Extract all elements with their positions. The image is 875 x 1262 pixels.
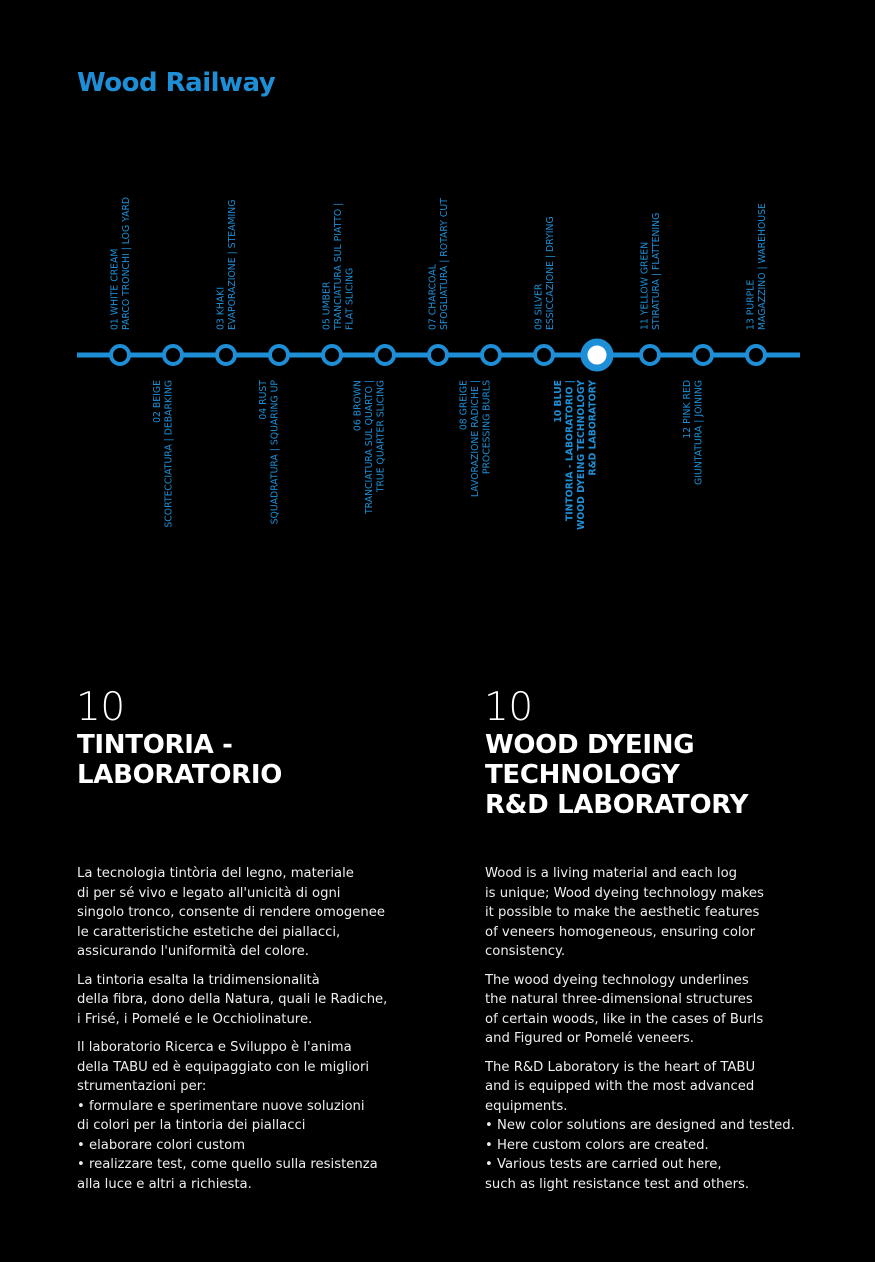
station-label-8 — [459, 380, 493, 497]
station-dot-6 — [376, 346, 394, 364]
italian-body — [77, 864, 397, 1194]
station-dot-7 — [429, 346, 447, 364]
station-label-line: SCORTECCIATURA | DEBARKING — [163, 380, 175, 528]
station-label-line: TRANCIATURA SUL QUARTO | — [364, 380, 375, 515]
station-label-line: TRUE QUARTER SLICING — [375, 380, 387, 493]
station-label-11 — [640, 213, 663, 330]
station-dot-1 — [111, 346, 129, 364]
station-label-line: TRANCIATURA SUL PIATTO | — [333, 202, 344, 330]
station-label-3 — [216, 200, 239, 330]
station-label-line: FLAT SLICING — [344, 267, 356, 330]
station-label-line: ESSICCAZIONE | DRYING — [545, 216, 556, 330]
railway-diagram — [0, 170, 875, 550]
section-heading-en: WOOD DYEING TECHNOLOGY R&D LABORATORY — [485, 730, 749, 820]
bullet-item: • formulare e sperimentare nuove soluzioni di colori per la tintoria dei piallacci — [77, 1098, 365, 1133]
station-dot-2 — [164, 346, 182, 364]
station-label-line: EVAPORAZIONE | STEAMING — [227, 199, 238, 330]
station-label-line: PROCESSING BURLS — [481, 380, 493, 475]
station-label-line: 05 UMBER — [321, 281, 333, 330]
section-number-it: 10 — [76, 685, 125, 730]
section-heading-it: TINTORIA - LABORATORIO — [77, 730, 283, 790]
station-label-line: 01 WHITE CREAM — [109, 248, 121, 330]
bullet-list — [77, 1097, 397, 1195]
station-label-line: SFOGLIATURA | ROTARY CUT — [439, 198, 450, 330]
station-label-line: R&D LABORATORY — [587, 380, 599, 476]
station-dot-4 — [270, 346, 288, 364]
station-label-line: 09 SILVER — [533, 283, 545, 330]
english-header — [484, 685, 815, 820]
station-label-line: 12 PINK RED — [682, 380, 693, 439]
station-label-2 — [152, 380, 175, 528]
station-dot-9 — [535, 346, 553, 364]
section-number-en: 10 — [484, 685, 533, 730]
paragraph: Wood is a living material and each log is unique; Wood dyeing technology makes it possible to make the aesthetic features of veneers homogeneous, ensuring color consistency. — [485, 866, 764, 959]
station-label-line: 08 GREIGE — [458, 380, 470, 431]
station-dot-11 — [641, 346, 659, 364]
station-label-line: 07 CHARCOAL — [427, 264, 439, 330]
bullet-item: • New color solutions are designed and tested. — [485, 1118, 795, 1133]
paragraph: The R&D Laboratory is the heart of TABU and is equipped with the most advanced equipments. — [485, 1059, 756, 1114]
bullet-item: • elaborare colori custom — [77, 1137, 246, 1153]
station-label-line: 04 RUST — [258, 380, 269, 420]
italian-header — [76, 685, 407, 790]
station-label-line: WOOD DYEING TECHNOLOGY — [576, 380, 587, 530]
station-dot-3 — [217, 346, 235, 364]
station-dot-10 — [584, 342, 610, 368]
paragraph: La tecnologia tintòria del legno, materiale di per sé vivo e legato all'unicità di ogni singolo tronco, consente di rendere omogenee le caratteristiche estetiche dei piallacci, assicurando l'uniformità del colore. — [77, 866, 385, 959]
paragraph: Il laboratorio Ricerca e Sviluppo è l'anima della TABU ed è equipaggiato con le migliori strumentazioni per: — [77, 1040, 370, 1094]
station-label-line: 11 YELLOW GREEN — [639, 241, 651, 330]
paragraph: The wood dyeing technology underlines the natural three-dimensional structures of certain woods, like in the cases of Burls and Figured or Pomelé veneers. — [485, 972, 764, 1046]
station-dot-5 — [323, 346, 341, 364]
english-body — [485, 864, 815, 1194]
station-dot-13 — [747, 346, 765, 364]
station-label-line: MAGAZZINO | WAREHOUSE — [757, 203, 768, 330]
bullet-list — [485, 1116, 815, 1194]
bullet-item: • Various tests are carried out here, such as light resistance test and others. — [485, 1157, 750, 1192]
page-title: Wood Railway — [77, 68, 276, 98]
station-label-line: STIRATURA | FLATTENING — [651, 212, 662, 330]
station-label-line: TINTORIA - LABORATORIO | — [564, 380, 576, 522]
station-label-line: 03 KHAKI — [215, 286, 227, 330]
station-dot-8 — [482, 346, 500, 364]
bullet-item: • Here custom colors are created. — [485, 1137, 709, 1153]
station-label-13 — [746, 203, 769, 330]
station-label-12 — [682, 380, 705, 485]
station-label-line: SQUADRATURA | SQUARING UP — [269, 380, 281, 525]
station-label-4 — [258, 380, 281, 525]
bullet-item: • realizzare test, come quello sulla resistenza alla luce e altri a richiesta. — [77, 1157, 378, 1192]
station-label-line: 13 PURPLE — [745, 279, 757, 330]
station-label-line: GIUNTATURA | JOINING — [693, 380, 705, 485]
station-label-6 — [353, 380, 387, 515]
station-label-10 — [553, 380, 599, 530]
station-label-line: 10 BLUE — [553, 380, 564, 423]
station-label-7 — [428, 198, 451, 330]
station-label-line: 02 BEIGE — [152, 380, 163, 423]
station-label-line: LAVORAZIONE RADICHE | — [470, 380, 481, 498]
station-label-5 — [322, 203, 356, 331]
station-label-line: PARCO TRONCHI | LOG YARD — [121, 196, 132, 330]
station-label-1 — [110, 197, 133, 330]
paragraph: La tintoria esalta la tridimensionalità della fibra, dono della Natura, quali le Radiche, i Frisé, i Pomelé e le Occhiolinature. — [77, 972, 388, 1027]
station-label-line: 06 BROWN — [352, 380, 364, 432]
station-label-9 — [534, 216, 557, 330]
station-dot-12 — [694, 346, 712, 364]
